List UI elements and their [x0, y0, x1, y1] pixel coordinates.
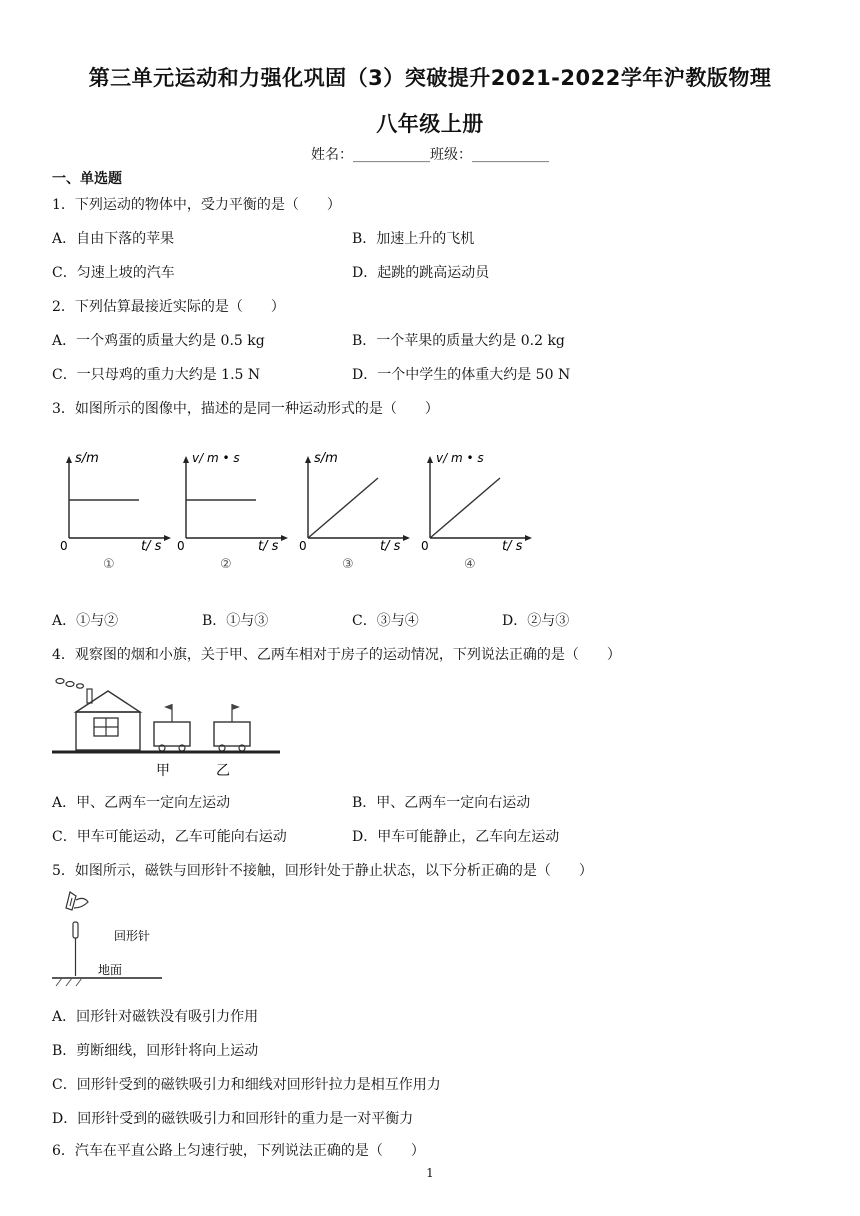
smoke-puff [56, 679, 64, 684]
q4-option-c: C．甲车可能运动，乙车可能向右运动 [52, 829, 287, 845]
q3-option-c: C．③与④ [352, 613, 419, 629]
car-yi-flag [232, 704, 240, 710]
graph-3-origin: 0 [299, 539, 307, 553]
q2-option-c: C．一只母鸡的重力大约是 1.5 N [52, 367, 261, 383]
car-jia [154, 722, 190, 746]
graph-2-origin: 0 [177, 539, 185, 553]
q1-stem: 1．下列运动的物体中，受力平衡的是（ ） [52, 197, 341, 213]
graph-2-caption: ② [220, 557, 232, 572]
q4-option-b: B．甲、乙两车一定向右运动 [352, 795, 531, 811]
graph-2-xlabel: t/ s [258, 539, 279, 554]
graph-1-caption: ① [103, 557, 115, 572]
q3-option-a: A．①与② [52, 613, 119, 629]
graph-4-caption: ④ [464, 557, 476, 572]
q1-option-a: A．自由下落的苹果 [52, 231, 175, 247]
graph-2-x-arrow [281, 535, 288, 541]
graph-4-xlabel: t/ s [502, 539, 523, 554]
smoke-puff [77, 684, 84, 688]
car-yi-label: 乙 [216, 763, 230, 779]
q1-option-d: D．起跳的跳高运动员 [352, 265, 490, 281]
graph-4-origin: 0 [421, 539, 429, 553]
q2-option-a: A．一个鸡蛋的质量大约是 0.5 kg [52, 333, 265, 349]
graph-3-caption: ③ [342, 557, 354, 572]
section-heading: 一、单选题 [52, 171, 122, 187]
graph-3-line [308, 478, 378, 538]
graph-3 [294, 450, 414, 575]
car-jia-label: 甲 [156, 763, 170, 779]
q3-stem: 3．如图所示的图像中，描述的是同一种运动形式的是（ ） [52, 401, 439, 417]
graph-2-y-arrow [183, 456, 189, 463]
doc-title-line1: 第三单元运动和力强化巩固（3）突破提升2021-2022学年沪教版物理 [88, 66, 772, 90]
graph-3-y-arrow [305, 456, 311, 463]
q2-option-d: D．一个中学生的体重大约是 50 N [352, 367, 571, 383]
paper-clip [73, 922, 78, 938]
q5-option-b: B．剪断细线，回形针将向上运动 [52, 1043, 259, 1059]
chimney [87, 689, 92, 703]
q3-option-d: D．②与③ [502, 613, 570, 629]
q6-stem: 6．汽车在平直公路上匀速行驶，下列说法正确的是（ ） [52, 1143, 425, 1159]
graph-1-y-arrow [66, 456, 72, 463]
graph-4-x-arrow [525, 535, 532, 541]
q5-option-a: A．回形针对磁铁没有吸引力作用 [52, 1009, 259, 1025]
name-class-fields: 姓名：___________班级：___________ [311, 147, 549, 163]
magnet-clip-figure [52, 890, 182, 990]
hand [74, 898, 88, 908]
house-cars-figure [50, 672, 282, 782]
paper-clip-label: 回形针 [114, 929, 151, 943]
q4-stem: 4．观察图的烟和小旗，关于甲、乙两车相对于房子的运动情况，下列说法正确的是（ ） [52, 647, 621, 663]
graph-3-x-arrow [403, 535, 410, 541]
car-yi [214, 722, 250, 746]
graph-1-ylabel: s/m [75, 451, 99, 466]
doc-title-line2: 八年级上册 [376, 112, 484, 136]
q2-option-b: B．一个苹果的质量大约是 0.2 kg [352, 333, 565, 349]
smoke-puff [66, 682, 74, 687]
page-number: 1 [426, 1166, 434, 1180]
q4-option-a: A．甲、乙两车一定向左运动 [52, 795, 231, 811]
q3-option-b: B．①与③ [202, 613, 269, 629]
graph-4-y-arrow [427, 456, 433, 463]
car-jia-flag [164, 704, 172, 710]
graph-3-xlabel: t/ s [380, 539, 401, 554]
q5-option-c: C．回形针受到的磁铁吸引力和细线对回形针拉力是相互作用力 [52, 1077, 441, 1093]
graph-1 [55, 450, 175, 575]
ground-label: 地面 [98, 963, 123, 977]
q5-option-d: D．回形针受到的磁铁吸引力和回形针的重力是一对平衡力 [52, 1111, 414, 1127]
q1-option-c: C．匀速上坡的汽车 [52, 265, 175, 281]
graph-2-ylabel: v/ m • s [192, 451, 240, 465]
house-roof [76, 691, 140, 712]
graph-2 [172, 450, 292, 575]
graph-3-ylabel: s/m [314, 451, 338, 466]
q1-option-b: B．加速上升的飞机 [352, 231, 475, 247]
graph-4 [416, 450, 536, 575]
graph-1-origin: 0 [60, 539, 68, 553]
graph-1-xlabel: t/ s [141, 539, 162, 554]
graph-1-x-arrow [164, 535, 171, 541]
q4-option-d: D．甲车可能静止，乙车向左运动 [352, 829, 560, 845]
graph-4-ylabel: v/ m • s [436, 451, 484, 465]
graph-4-line [430, 478, 500, 538]
q5-stem: 5．如图所示，磁铁与回形针不接触，回形针处于静止状态，以下分析正确的是（ ） [52, 863, 593, 879]
q2-stem: 2．下列估算最接近实际的是（ ） [52, 299, 285, 315]
